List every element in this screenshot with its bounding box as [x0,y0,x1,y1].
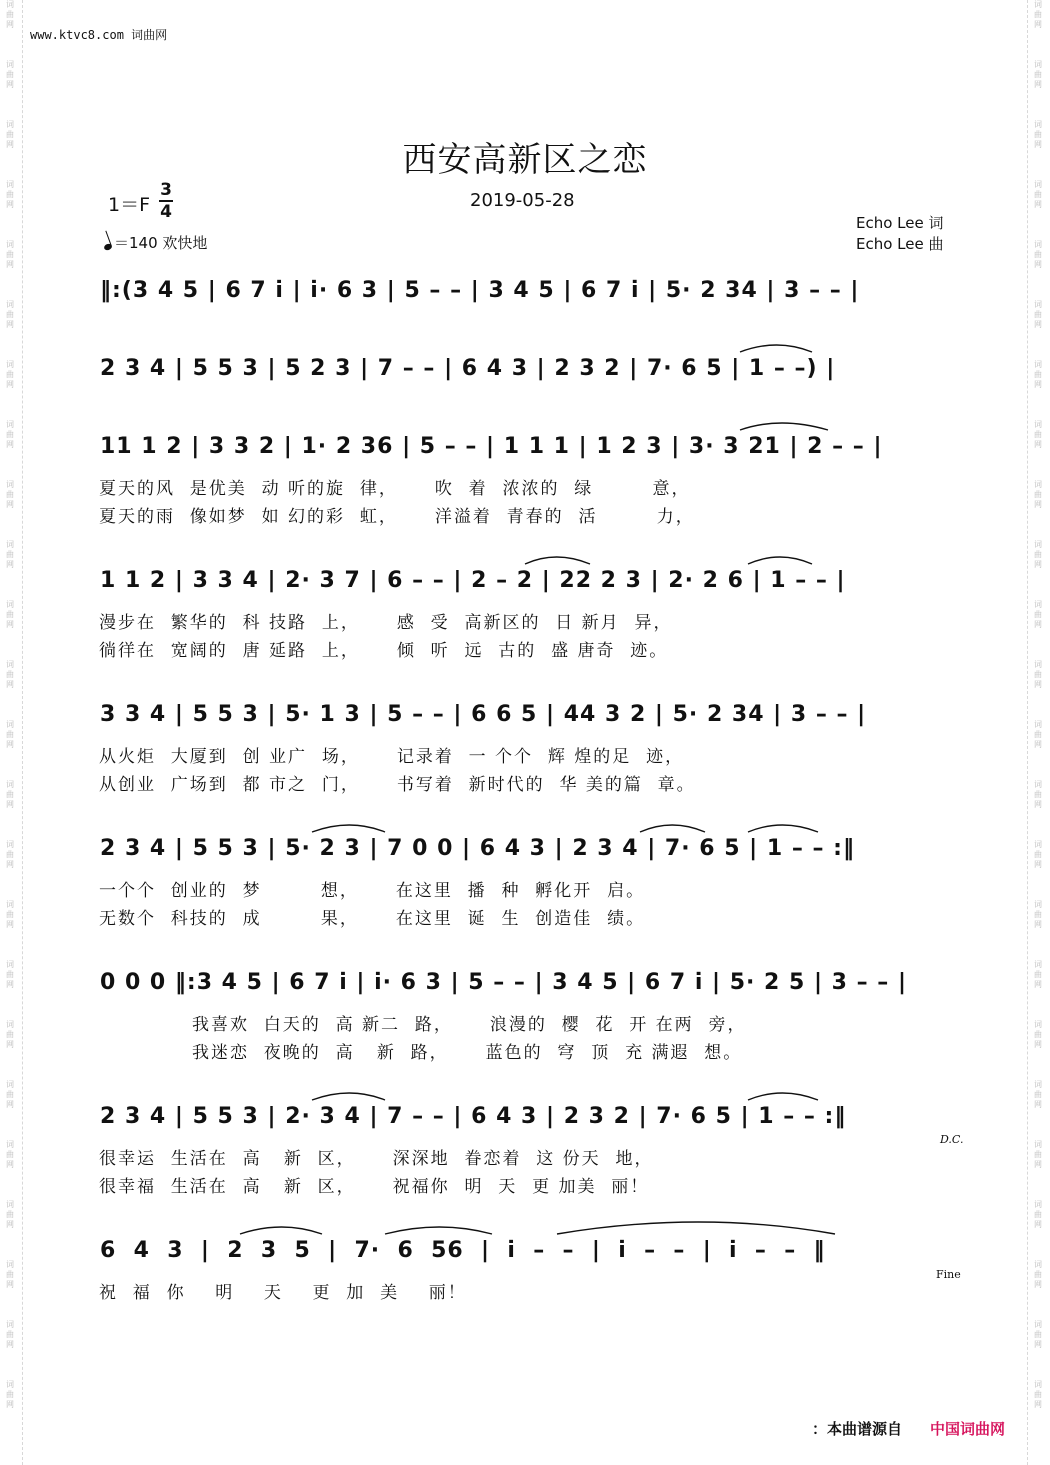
slur [385,1227,492,1234]
site-url: www.ktvc8.com 词曲网 [30,28,168,42]
notation-line-9: 6 4 3 | 2 3 5 | 7· 6 56 | i̇ – – | i̇ – – | i̇ – – ‖ [100,1238,826,1263]
time-signature-top: 3 [160,180,172,200]
slur [557,1222,835,1234]
watermark-glyphs: 词 曲 网 [1034,600,1042,629]
watermark-glyphs: 词 曲 网 [1034,1140,1042,1169]
lyric-line-5-verse-1: 从火炬 大厦到 创 业广 场， 记录着 一 个个 辉 煌的足 迹， [99,747,685,767]
watermark-glyphs: 词 曲 网 [6,360,14,389]
watermark-glyphs: 词 曲 网 [1034,900,1042,929]
lyric-line-5-verse-2: 从创业 广场到 都 市之 门， 书写着 新时代的 华 美的篇 章。 [99,775,696,795]
slur [748,1093,818,1100]
watermark-glyphs: 词 曲 网 [1034,540,1042,569]
lyric-line-7-verse-2: 我迷恋 夜晚的 高 新 路， 蓝色的 穹 顶 充 满遐 想。 [192,1043,743,1063]
watermark-glyphs: 词 曲 网 [6,1320,14,1349]
lyric-line-7-verse-1: 我喜欢 白天的 高 新二 路， 浪漫的 樱 花 开 在两 旁， [192,1015,747,1035]
watermark-glyphs: 词 曲 网 [6,1200,14,1229]
notation-line-1: ‖:(3 4 5 | 6 7 i̇ | i̇· 6 3 | 5 – – | 3 4 5 | 6 7 i̇ | 5· 2 34 | 3 – – | [100,278,860,303]
quarter-note-icon [103,243,113,251]
composer-credit: Echo Lee 曲 [856,235,944,253]
da-capo-mark: D.C. [940,1133,964,1146]
watermark-glyphs: 词 曲 网 [6,600,14,629]
lyric-line-6-verse-2: 无数个 科技的 成 果， 在这里 诞 生 创造佳 绩。 [99,909,646,929]
slur [240,1227,322,1234]
notation-line-7: 0 0 0 ‖:3 4 5 | 6 7 i̇ | i̇· 6 3 | 5 – – | 3 4 5 | 6 7 i̇ | 5· 2 5 | 3 – – | [100,970,907,995]
lyric-line-8-verse-2: 很幸福 生活在 高 新 区， 祝福你 明 天 更 加美 丽！ [99,1177,650,1197]
watermark-glyphs: 词 曲 网 [6,0,14,29]
watermark-glyphs: 词 曲 网 [6,1080,14,1109]
lyric-line-6-verse-1: 一个个 创业的 梦 想， 在这里 播 种 孵化开 启。 [99,881,646,901]
watermark-glyphs: 词 曲 网 [6,420,14,449]
watermark-glyphs: 词 曲 网 [6,660,14,689]
slur [748,557,812,564]
watermark-glyphs: 词 曲 网 [6,120,14,149]
watermark-glyphs: 词 曲 网 [6,1260,14,1289]
watermark-glyphs: 词 曲 网 [6,480,14,509]
footer-brand[interactable]: 中国词曲网 [930,1420,1006,1438]
watermark-glyphs: 词 曲 网 [1034,420,1042,449]
watermark-glyphs: 词 曲 网 [6,1020,14,1049]
watermark-glyphs: 词 曲 网 [1034,0,1042,29]
watermark-glyphs: 词 曲 网 [1034,1380,1042,1409]
watermark-glyphs: 词 曲 网 [1034,180,1042,209]
slur [312,825,385,832]
watermark-glyphs: 词 曲 网 [1034,1020,1042,1049]
notation-line-6: 2 3 4 | 5 5 3 | 5· 2 3 | 7 0 0 | 6 4 3 | 2 3 4 | 7· 6 5 | 1 – – :‖ [100,836,855,861]
tempo-marking [104,232,207,253]
key-signature: 1＝F [108,194,151,216]
time-signature-bottom: 4 [160,202,172,222]
lyric-line-4-verse-2: 徜徉在 宽阔的 唐 延路 上， 倾 听 远 古的 盛 唐奇 迹。 [99,641,669,661]
watermark-glyphs: 词 曲 网 [1034,840,1042,869]
watermark-glyphs: 词 曲 网 [1034,660,1042,689]
watermark-glyphs: 词 曲 网 [1034,1080,1042,1109]
slur [525,557,590,564]
watermark-glyphs: 词 曲 网 [1034,960,1042,989]
lyric-line-8-verse-1: 很幸运 生活在 高 新 区， 深深地 眷恋着 这 份天 地， [99,1149,654,1169]
song-title: 西安高新区之恋 [402,140,648,180]
watermark-glyphs: 词 曲 网 [1034,360,1042,389]
slur [740,423,828,430]
notation-line-4: 1 1 2 | 3 3 4 | 2· 3 7 | 6 – – | 2 – 2 | 22 2 3 | 2· 2 6 | 1 – – | [100,568,846,593]
tempo-text: ＝140 欢快地 [114,234,208,252]
slur [740,345,812,352]
lyricist-credit: Echo Lee 词 [856,214,944,232]
watermark-glyphs: 词 曲 网 [1034,480,1042,509]
watermark-glyphs: 词 曲 网 [6,60,14,89]
notation-line-3: 11 1 2 | 3 3 2 | 1· 2 36 | 5 – – | 1 1 1 | 1 2 3 | 3· 3 21 | 2 – – | [100,434,883,459]
watermark-glyphs: 词 曲 网 [1034,720,1042,749]
watermark-glyphs: 词 曲 网 [6,240,14,269]
watermark-glyphs: 词 曲 网 [6,720,14,749]
lyric-line-4-verse-1: 漫步在 繁华的 科 技路 上， 感 受 高新区的 日 新月 异， [99,613,673,633]
watermark-glyphs: 词 曲 网 [6,780,14,809]
watermark-glyphs: 词 曲 网 [6,1380,14,1409]
watermark-glyphs: 词 曲 网 [1034,120,1042,149]
fine-mark: Fine [936,1268,961,1281]
slur [312,1093,385,1100]
watermark-glyphs: 词 曲 网 [6,300,14,329]
watermark-glyphs: 词 曲 网 [6,900,14,929]
date: 2019-05-28 [470,190,575,211]
watermark-glyphs: 词 曲 网 [6,840,14,869]
slur [748,825,818,832]
notation-line-5: 3 3 4 | 5 5 3 | 5· 1 3 | 5 – – | 6 6 5 | 44 3 2 | 5· 2 34 | 3 – – | [100,702,867,727]
notation-line-8: 2 3 4 | 5 5 3 | 2· 3 4 | 7 – – | 6 4 3 | 2 3 2 | 7· 6 5 | 1 – – :‖ [100,1104,847,1129]
watermark-glyphs: 词 曲 网 [6,180,14,209]
watermark-glyphs: 词 曲 网 [1034,60,1042,89]
slur [640,825,705,832]
watermark-glyphs: 词 曲 网 [6,540,14,569]
watermark-glyphs: 词 曲 网 [1034,1200,1042,1229]
watermark-glyphs: 词 曲 网 [1034,240,1042,269]
lyric-line-9: 祝 福 你 明 天 更 加 美 丽！ [99,1283,467,1303]
time-signature [158,180,174,222]
notation-line-2: 2 3 4 | 5 5 3 | 5 2 3 | 7 – – | 6 4 3 | 2 3 2 | 7· 6 5 | 1 – –) | [100,356,836,381]
watermark-glyphs: 词 曲 网 [6,1140,14,1169]
watermark-glyphs: 词 曲 网 [1034,300,1042,329]
watermark-glyphs: 词 曲 网 [1034,780,1042,809]
watermark-glyphs: 词 曲 网 [1034,1260,1042,1289]
lyric-line-3-verse-2: 夏天的雨 像如梦 如 幻的彩 虹， 洋溢着 青春的 活 力， [99,507,695,527]
watermark-glyphs: 词 曲 网 [6,960,14,989]
watermark-glyphs: 词 曲 网 [1034,1320,1042,1349]
footer-source: ：本曲谱源自 [812,1420,903,1438]
lyric-line-3-verse-1: 夏天的风 是优美 动 听的旋 律， 吹 着 浓浓的 绿 意， [99,479,691,499]
